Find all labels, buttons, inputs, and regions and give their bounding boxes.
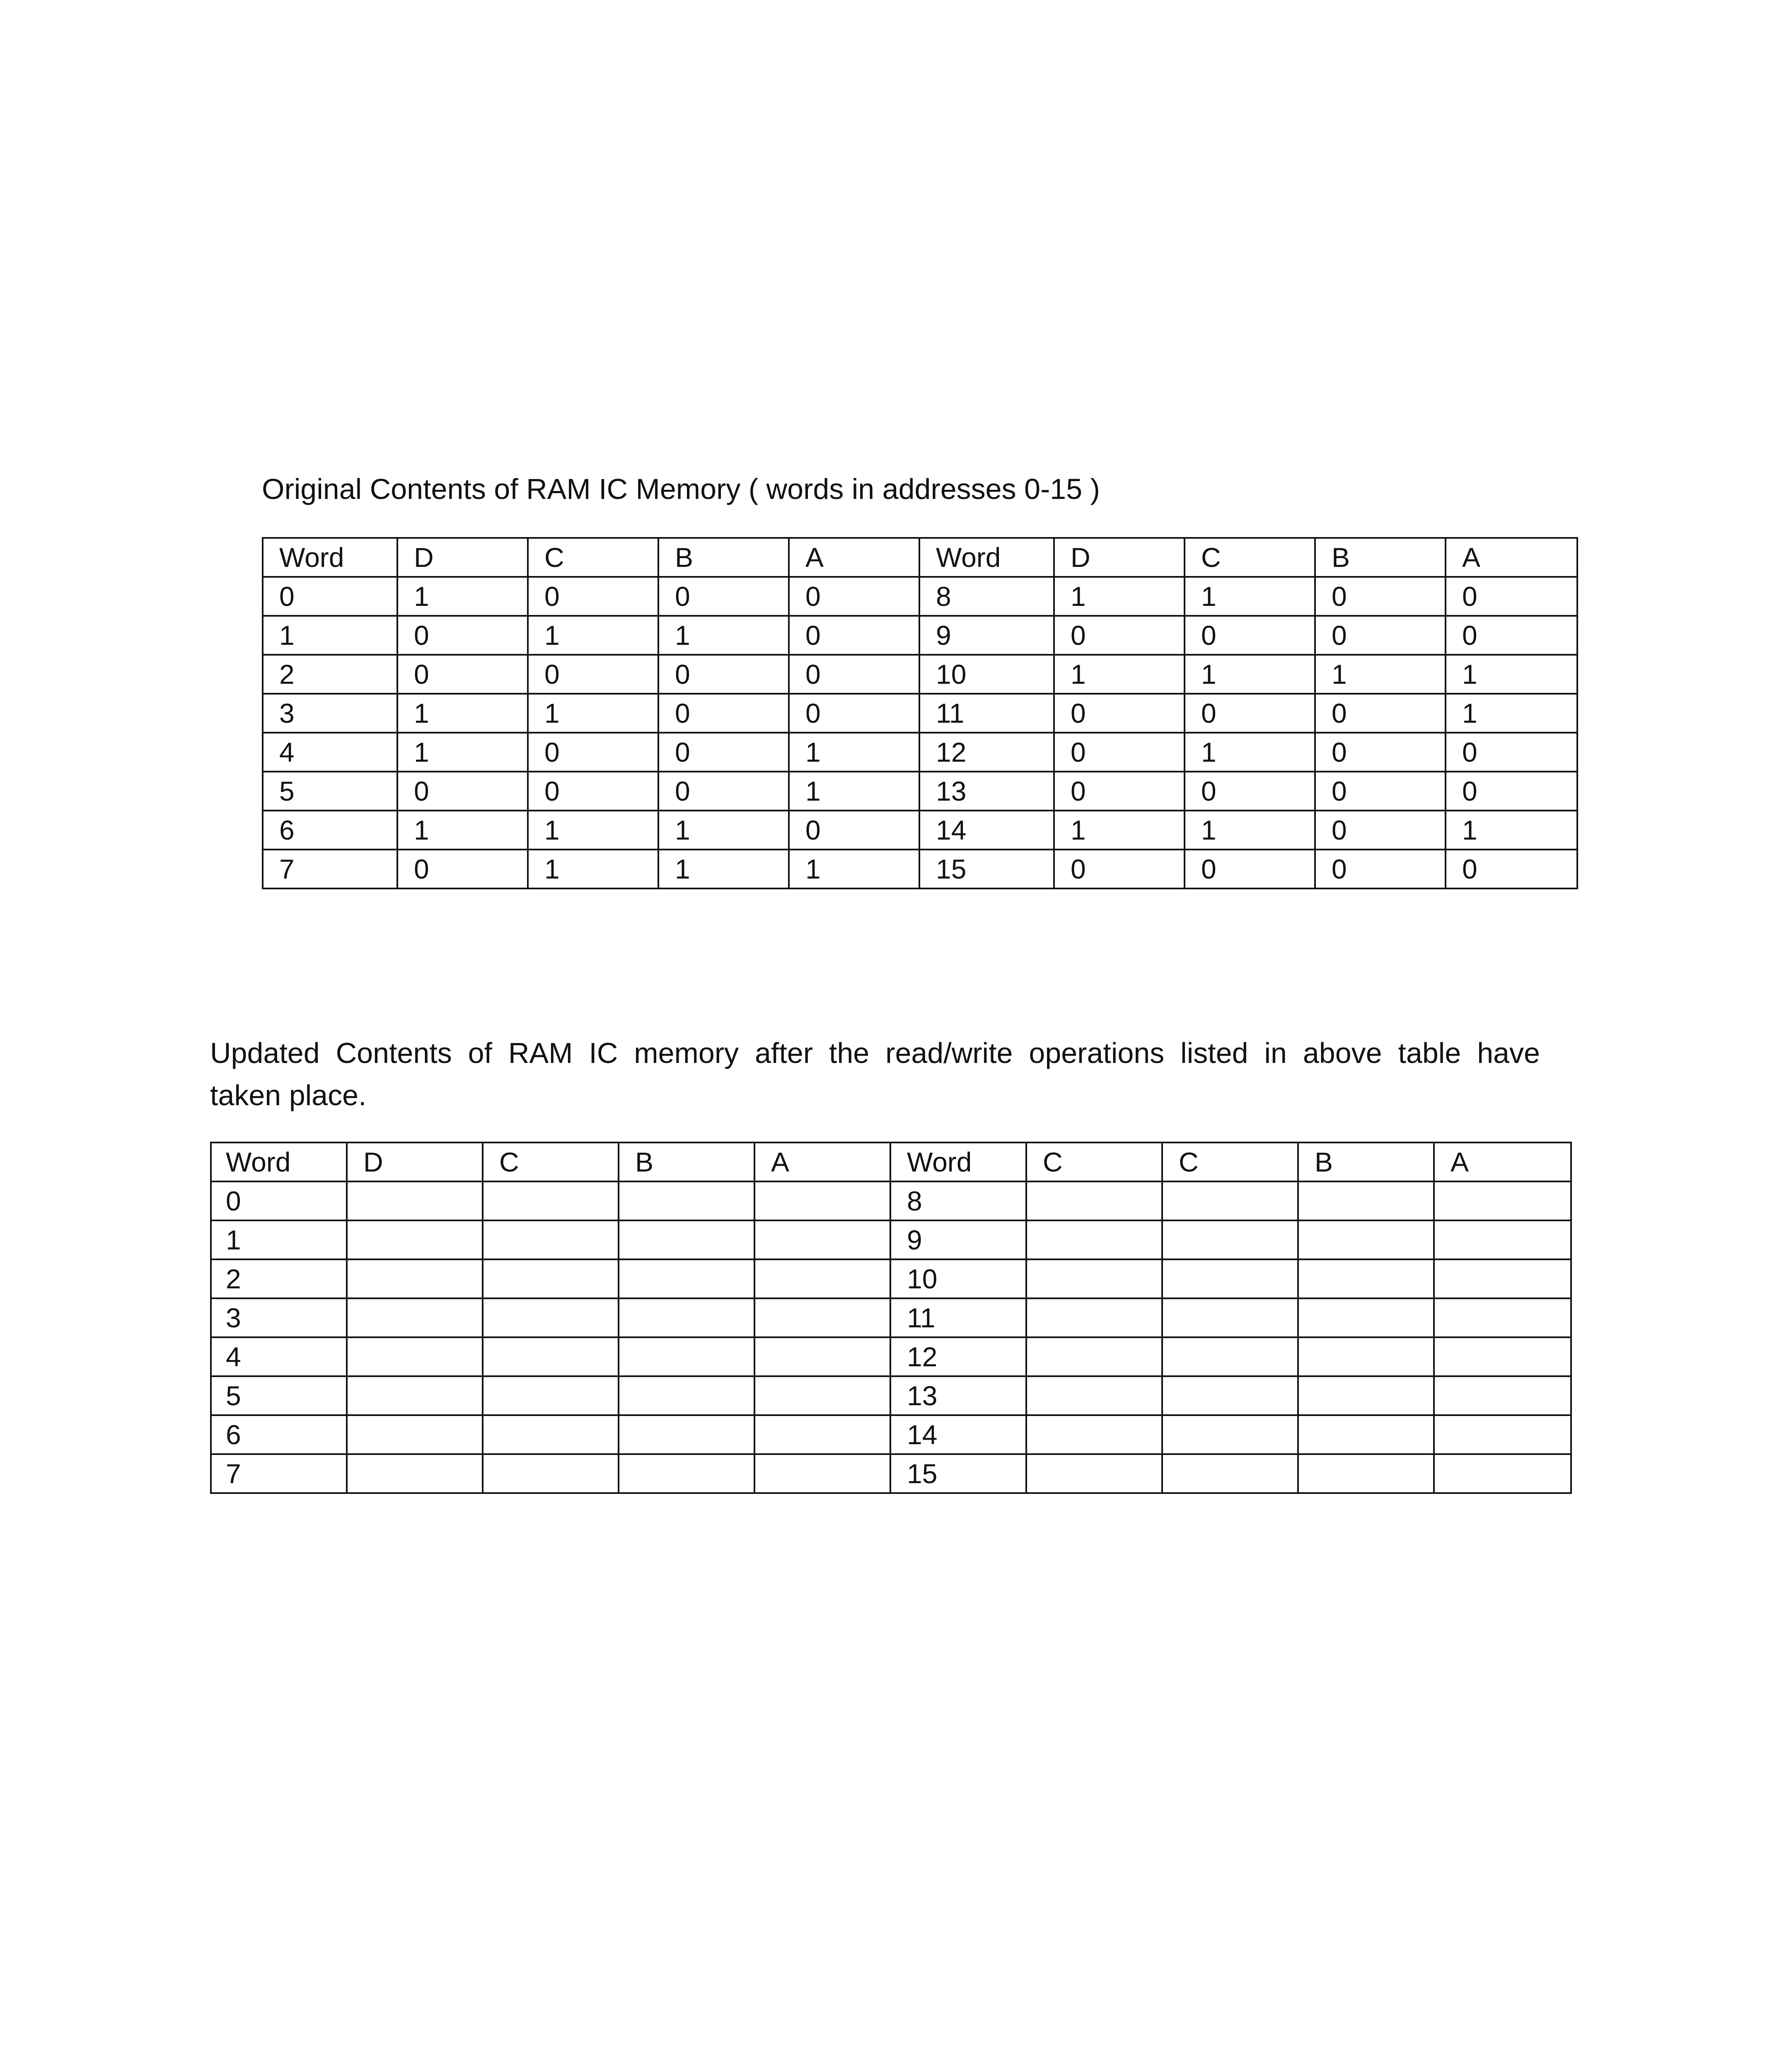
table-row bbox=[211, 1220, 1571, 1259]
table-cell bbox=[619, 1415, 754, 1454]
table-cell: 4 bbox=[211, 1337, 347, 1376]
table-cell: 4 bbox=[263, 733, 397, 772]
table-cell bbox=[1162, 1376, 1298, 1415]
table-cell: 0 bbox=[1446, 616, 1577, 655]
table-cell bbox=[754, 1298, 890, 1337]
table-cell bbox=[1434, 1415, 1571, 1454]
table-cell: 13 bbox=[919, 772, 1054, 811]
table-cell: 6 bbox=[263, 811, 397, 850]
table-cell: 0 bbox=[1446, 850, 1577, 888]
table-cell bbox=[1434, 1181, 1571, 1220]
table-cell: 0 bbox=[1315, 850, 1446, 888]
table-cell bbox=[1298, 1259, 1434, 1298]
table-cell bbox=[483, 1298, 619, 1337]
table-cell bbox=[1298, 1454, 1434, 1493]
table-cell bbox=[619, 1259, 754, 1298]
table-cell: 0 bbox=[1054, 850, 1185, 888]
table-cell bbox=[347, 1376, 483, 1415]
table-cell: 0 bbox=[397, 655, 528, 694]
table-cell: 11 bbox=[890, 1298, 1026, 1337]
header-cell: Word bbox=[263, 538, 397, 577]
header-cell: D bbox=[347, 1143, 483, 1181]
table-cell bbox=[347, 1454, 483, 1493]
table-cell: 0 bbox=[1315, 694, 1446, 733]
table-cell bbox=[1434, 1454, 1571, 1493]
table-cell: 1 bbox=[528, 811, 658, 850]
table-row bbox=[211, 1415, 1571, 1454]
table-cell: 8 bbox=[919, 577, 1054, 616]
updated-contents-caption bbox=[210, 1032, 1540, 1116]
table-cell: 9 bbox=[890, 1220, 1026, 1259]
header-cell: B bbox=[1315, 538, 1446, 577]
table-cell bbox=[1162, 1298, 1298, 1337]
header-cell: B bbox=[619, 1143, 754, 1181]
table-cell: 7 bbox=[211, 1454, 347, 1493]
table-cell bbox=[1026, 1181, 1162, 1220]
header-cell: Word bbox=[211, 1143, 347, 1181]
table-cell bbox=[1298, 1376, 1434, 1415]
table-cell: 0 bbox=[1446, 733, 1577, 772]
header-cell: C bbox=[1026, 1143, 1162, 1181]
table-cell: 1 bbox=[1054, 811, 1185, 850]
updated-memory-table bbox=[210, 1142, 1572, 1494]
table-cell: 0 bbox=[1315, 811, 1446, 850]
header-cell: B bbox=[658, 538, 789, 577]
caption-line-2: taken place. bbox=[210, 1079, 367, 1111]
table-cell bbox=[1298, 1298, 1434, 1337]
table-cell: 0 bbox=[211, 1181, 347, 1220]
table-cell: 0 bbox=[789, 616, 919, 655]
table-row bbox=[263, 811, 1577, 850]
table-cell: 5 bbox=[263, 772, 397, 811]
header-cell: D bbox=[1054, 538, 1185, 577]
table-cell: 1 bbox=[528, 850, 658, 888]
original-memory-table bbox=[262, 537, 1578, 889]
table-cell bbox=[1026, 1337, 1162, 1376]
table-cell: 0 bbox=[1315, 616, 1446, 655]
table-cell: 1 bbox=[1446, 655, 1577, 694]
table-row bbox=[263, 655, 1577, 694]
table-cell: 1 bbox=[397, 733, 528, 772]
table-cell: 8 bbox=[890, 1181, 1026, 1220]
table-cell: 1 bbox=[789, 772, 919, 811]
table-cell bbox=[1434, 1298, 1571, 1337]
header-row bbox=[263, 538, 1577, 577]
table-cell: 0 bbox=[1315, 733, 1446, 772]
table-cell: 0 bbox=[789, 811, 919, 850]
table-cell bbox=[1298, 1415, 1434, 1454]
header-cell: Word bbox=[890, 1143, 1026, 1181]
table-cell bbox=[347, 1181, 483, 1220]
table-cell: 1 bbox=[397, 811, 528, 850]
table-cell bbox=[347, 1415, 483, 1454]
table-cell: 0 bbox=[397, 772, 528, 811]
table-cell: 0 bbox=[528, 733, 658, 772]
table-cell: 1 bbox=[1315, 655, 1446, 694]
table-cell: 0 bbox=[263, 577, 397, 616]
table-cell: 0 bbox=[397, 616, 528, 655]
table-cell: 0 bbox=[1054, 772, 1185, 811]
table-cell: 1 bbox=[658, 850, 789, 888]
table-cell: 0 bbox=[789, 655, 919, 694]
table-cell bbox=[619, 1220, 754, 1259]
table-cell: 1 bbox=[789, 733, 919, 772]
table-cell: 0 bbox=[1315, 772, 1446, 811]
table-cell: 0 bbox=[1185, 616, 1315, 655]
table-cell bbox=[1026, 1376, 1162, 1415]
table-cell bbox=[619, 1337, 754, 1376]
table-cell: 0 bbox=[1185, 850, 1315, 888]
table-cell: 1 bbox=[397, 577, 528, 616]
header-cell: C bbox=[1185, 538, 1315, 577]
table-cell: 13 bbox=[890, 1376, 1026, 1415]
table-row bbox=[211, 1376, 1571, 1415]
original-contents-title: Original Contents of RAM IC Memory ( words in addresses 0-15 ) bbox=[262, 473, 1100, 505]
table-cell: 3 bbox=[263, 694, 397, 733]
table-cell bbox=[483, 1415, 619, 1454]
table-cell bbox=[619, 1376, 754, 1415]
table-cell: 1 bbox=[1054, 655, 1185, 694]
table-cell: 1 bbox=[1185, 811, 1315, 850]
table-cell: 1 bbox=[211, 1220, 347, 1259]
table-cell bbox=[483, 1259, 619, 1298]
table-cell bbox=[347, 1298, 483, 1337]
table-cell bbox=[1434, 1376, 1571, 1415]
table-row bbox=[211, 1181, 1571, 1220]
table-cell bbox=[754, 1220, 890, 1259]
table-cell: 0 bbox=[1054, 733, 1185, 772]
table-cell: 15 bbox=[890, 1454, 1026, 1493]
table-cell bbox=[483, 1376, 619, 1415]
table-cell: 1 bbox=[1054, 577, 1185, 616]
table-cell: 9 bbox=[919, 616, 1054, 655]
table-cell bbox=[483, 1220, 619, 1259]
header-cell: B bbox=[1298, 1143, 1434, 1181]
table-cell: 15 bbox=[919, 850, 1054, 888]
table-cell: 1 bbox=[1446, 811, 1577, 850]
table-cell: 1 bbox=[658, 811, 789, 850]
table-cell: 1 bbox=[528, 694, 658, 733]
table-cell bbox=[754, 1376, 890, 1415]
table-cell: 1 bbox=[658, 616, 789, 655]
table-cell bbox=[483, 1337, 619, 1376]
table-cell: 1 bbox=[263, 616, 397, 655]
table-row bbox=[211, 1298, 1571, 1337]
table-cell: 5 bbox=[211, 1376, 347, 1415]
table-row bbox=[211, 1454, 1571, 1493]
table-cell: 1 bbox=[1185, 733, 1315, 772]
table-cell: 2 bbox=[211, 1259, 347, 1298]
header-cell: A bbox=[1446, 538, 1577, 577]
table-row bbox=[263, 850, 1577, 888]
header-cell: C bbox=[1162, 1143, 1298, 1181]
table-cell bbox=[1162, 1454, 1298, 1493]
table-cell bbox=[754, 1415, 890, 1454]
table-cell: 0 bbox=[658, 772, 789, 811]
table-cell bbox=[1162, 1181, 1298, 1220]
table-cell bbox=[1162, 1220, 1298, 1259]
table-cell bbox=[619, 1181, 754, 1220]
table-cell bbox=[1026, 1415, 1162, 1454]
table-cell bbox=[619, 1298, 754, 1337]
table-cell bbox=[483, 1181, 619, 1220]
table-cell: 10 bbox=[890, 1259, 1026, 1298]
table-cell bbox=[1298, 1181, 1434, 1220]
table-cell: 0 bbox=[1185, 772, 1315, 811]
table-cell bbox=[1298, 1337, 1434, 1376]
table-cell: 0 bbox=[789, 577, 919, 616]
header-cell: A bbox=[789, 538, 919, 577]
table-cell: 12 bbox=[890, 1337, 1026, 1376]
table-cell: 1 bbox=[1446, 694, 1577, 733]
table-cell bbox=[754, 1337, 890, 1376]
table-cell: 11 bbox=[919, 694, 1054, 733]
table-cell bbox=[1026, 1220, 1162, 1259]
table-cell: 6 bbox=[211, 1415, 347, 1454]
table-cell: 2 bbox=[263, 655, 397, 694]
table-cell: 10 bbox=[919, 655, 1054, 694]
table-cell bbox=[1434, 1337, 1571, 1376]
table-cell: 14 bbox=[919, 811, 1054, 850]
table-cell: 0 bbox=[528, 772, 658, 811]
table-cell: 0 bbox=[658, 577, 789, 616]
header-cell: A bbox=[1434, 1143, 1571, 1181]
header-cell: D bbox=[397, 538, 528, 577]
table-cell bbox=[1162, 1337, 1298, 1376]
table-cell: 1 bbox=[1185, 577, 1315, 616]
table-cell bbox=[619, 1454, 754, 1493]
table-cell: 7 bbox=[263, 850, 397, 888]
table-cell bbox=[1434, 1259, 1571, 1298]
table-cell bbox=[754, 1181, 890, 1220]
table-cell: 0 bbox=[1185, 694, 1315, 733]
table-row bbox=[263, 772, 1577, 811]
table-row bbox=[263, 694, 1577, 733]
header-row bbox=[211, 1143, 1571, 1181]
table-cell bbox=[1162, 1415, 1298, 1454]
header-cell: Word bbox=[919, 538, 1054, 577]
table-cell bbox=[347, 1337, 483, 1376]
table-cell bbox=[347, 1259, 483, 1298]
header-cell: A bbox=[754, 1143, 890, 1181]
table-cell: 0 bbox=[658, 655, 789, 694]
table-cell: 0 bbox=[528, 655, 658, 694]
table-cell: 0 bbox=[1446, 577, 1577, 616]
table-cell: 14 bbox=[890, 1415, 1026, 1454]
table-cell bbox=[483, 1454, 619, 1493]
table-cell bbox=[1026, 1298, 1162, 1337]
table-cell bbox=[1162, 1259, 1298, 1298]
table-row bbox=[211, 1337, 1571, 1376]
table-cell: 1 bbox=[789, 850, 919, 888]
table-cell: 3 bbox=[211, 1298, 347, 1337]
table-cell: 1 bbox=[1185, 655, 1315, 694]
table-cell bbox=[754, 1259, 890, 1298]
table-cell: 0 bbox=[658, 733, 789, 772]
table-row bbox=[263, 577, 1577, 616]
header-cell: C bbox=[528, 538, 658, 577]
table-row bbox=[211, 1259, 1571, 1298]
table-cell: 0 bbox=[528, 577, 658, 616]
table-cell bbox=[1026, 1259, 1162, 1298]
table-cell bbox=[1298, 1220, 1434, 1259]
table-cell: 1 bbox=[528, 616, 658, 655]
table-cell bbox=[754, 1454, 890, 1493]
table-cell: 0 bbox=[789, 694, 919, 733]
table-cell bbox=[347, 1220, 483, 1259]
table-row bbox=[263, 616, 1577, 655]
table-cell: 0 bbox=[1054, 694, 1185, 733]
table-cell: 0 bbox=[658, 694, 789, 733]
table-row bbox=[263, 733, 1577, 772]
table-cell: 12 bbox=[919, 733, 1054, 772]
table-cell: 0 bbox=[397, 850, 528, 888]
table-cell: 0 bbox=[1446, 772, 1577, 811]
table-cell: 1 bbox=[397, 694, 528, 733]
table-cell bbox=[1434, 1220, 1571, 1259]
table-cell: 0 bbox=[1315, 577, 1446, 616]
caption-line-1: Updated Contents of RAM IC memory after the read/write operations listed in above table have bbox=[210, 1037, 1540, 1069]
header-cell: C bbox=[483, 1143, 619, 1181]
table-cell: 0 bbox=[1054, 616, 1185, 655]
table-cell bbox=[1026, 1454, 1162, 1493]
